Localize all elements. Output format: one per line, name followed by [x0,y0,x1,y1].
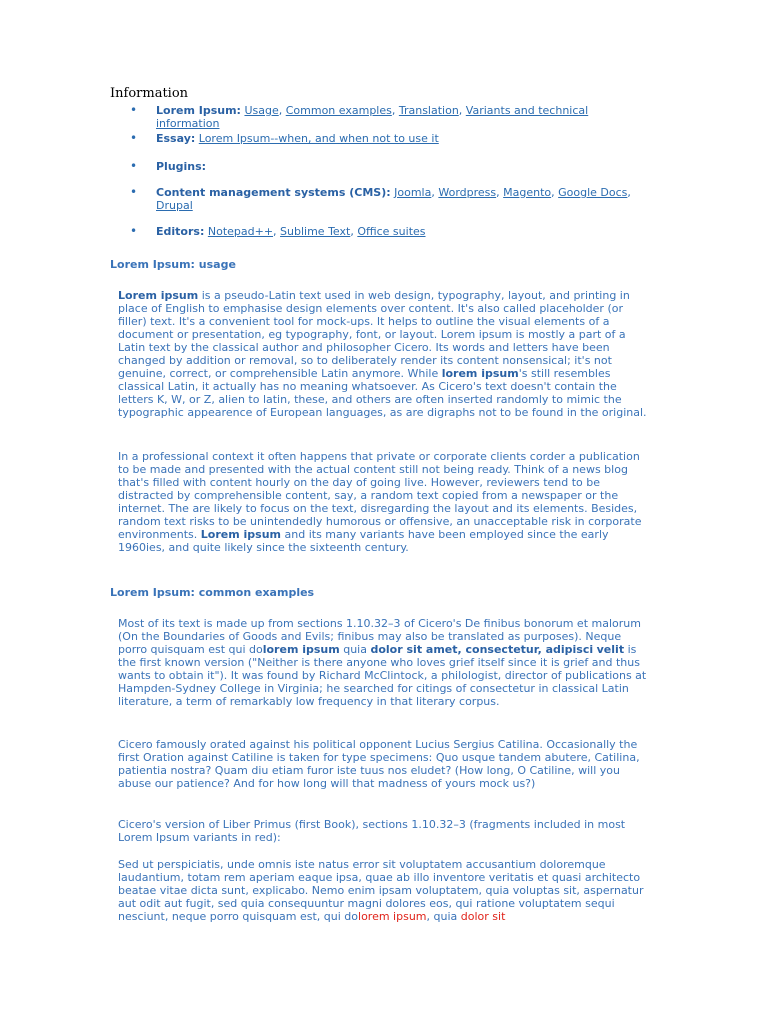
link-drupal[interactable]: Drupal [156,199,193,212]
link-notepad[interactable]: Notepad++ [207,225,274,238]
editors-label: Editors: [156,225,205,238]
examples-paragraph-2: Cicero famously orated against his political opponent Lucius Sergius Catilina. Occasionally the first Oration against Catiline is taken for type specimens: Quo usque tandem abutere, Catilina, patientia nostra? Quam diu etiam furor iste tuus nos eludet? (How long, O Catiline, will you abuse our patience? And for how long will that madness of yours mock us?) [118,738,640,790]
usage-paragraph-1: Lorem ipsum is a pseudo-Latin text used in web design, typography, layout, and printing in place of English to emphasise design elements over content. It's also called placeholder (or filler) text. It's a convenient tool for mock-ups. It helps to outline the visual elements of a document or presentation, eg typography, font, or layout. Lorem ipsum is mostly a part of a Latin text by the classical author and philosopher Cicero. Its words and letters have been changed by addition or removal, so to deliberately render its content nonsensical; it's not genuine, correct, or comprehensible Latin anymore. While lorem ipsum's still resembles classical Latin, it actually has no meaning whatsoever. As Cicero's text doesn't contain the letters K, W, or Z, alien to latin, these, and others are often inserted randomly to mimic the typographic appearence of European languages, as are digraphs not to be found in the original. [118,289,647,419]
examples-section-title: Lorem Ipsum: common examples [110,586,315,599]
red-text: dolor sit [460,910,506,923]
list-item-editors: • Editors: Notepad++, Sublime Text, Office suites [130,225,640,238]
bold-text: velit [596,643,625,656]
plugins-label: Plugins: [156,160,207,173]
list-item-cms: • Content management systems (CMS): Joomla, Wordpress, Magento, Google Docs, Drupal [130,186,640,212]
link-google-docs[interactable]: Google Docs [558,186,628,199]
link-sublime[interactable]: Sublime Text [280,225,351,238]
link-variants[interactable]: Variants and technical information [156,104,589,130]
list-item-plugins [130,160,640,173]
examples-paragraph-4: Sed ut perspiciatis, unde omnis iste natus error sit voluptatem accusantium doloremque laudantium, totam rem aperiam eaque ipsa, quae ab illo inventore veritatis et quasi architecto beatae vitae dicta sunt, explicabo. Nemo enim ipsam voluptatem, quia voluptas sit, aspernatur aut odit aut fugit, sed quia consequuntur magni dolores eos, qui ratione voluptatem sequi nesciunt, neque porro quisquam est, qui dolorem ipsum, quia dolor sit [118,858,644,923]
link-magento[interactable]: Magento [503,186,552,199]
link-office[interactable]: Office suites [357,225,426,238]
examples-paragraph-1: Most of its text is made up from sections 1.10.32–3 of Cicero's De finibus bonorum et malorum (On the Boundaries of Goods and Evils; finibus may also be translated as purposes). Neque porro quisquam est qui dolorem ipsum quia dolor sit amet, consectetur, adipisci velit is the first known version ("Neither is there anyone who loves grief itself since it is grief and thus wants to obtain it"). It was found by Richard McClintock, a philologist, director of publications at Hampden-Sydney College in Virginia; he searched for citings of consectetur in classical Latin literature, a term of remarkably low frequency in that literary corpus. [118,617,647,708]
link-translation[interactable]: Translation [398,104,459,117]
list-item-lorem-ipsum: • Lorem Ipsum: Usage, Common examples, Translation, Variants and technical information [130,104,640,130]
link-wordpress[interactable]: Wordpress [438,186,497,199]
usage-paragraph-2: In a professional context it often happens that private or corporate clients corder a publication to be made and presented with the actual content still not being ready. Think of a news blog that's filled with content hourly on the day of going live. However, reviewers tend to be distracted by comprehensible content, say, a random text copied from a newspaper or the internet. The are likely to focus on the text, disregarding the layout and its elements. Besides, random text risks to be unintendedly humorous or offensive, an unacceptable risk in corporate environments. Lorem ipsum and its many variants have been employed since the early 1960ies, and quite likely since the sixteenth century. [118,450,642,554]
link-common-examples[interactable]: Common examples [285,104,392,117]
red-text: lorem ipsum [358,910,427,923]
list-item-essay [130,132,640,145]
link-usage[interactable]: Usage [244,104,279,117]
lorem-ipsum-label: Lorem Ipsum: [156,104,241,117]
bold-text: Lorem ipsum [118,289,199,302]
information-heading: Information [110,86,189,101]
bold-text: dolor sit amet, consectetur, adipisci [370,643,594,656]
bold-text: lorem ipsum [441,367,519,380]
link-essay[interactable]: Lorem Ipsum--when, and when not to use it [198,132,439,145]
bold-text: lorem ipsum [262,643,340,656]
cms-label: Content management systems (CMS): [156,186,391,199]
information-list [130,104,640,238]
essay-label: Essay: [156,132,196,145]
examples-paragraph-3: Cicero's version of Liber Primus (first Book), sections 1.10.32–3 (fragments included in most Lorem Ipsum variants in red): [118,818,626,844]
bold-text: Lorem ipsum [200,528,282,541]
usage-section-title: Lorem Ipsum: usage [110,258,236,271]
link-joomla[interactable]: Joomla [394,186,432,199]
